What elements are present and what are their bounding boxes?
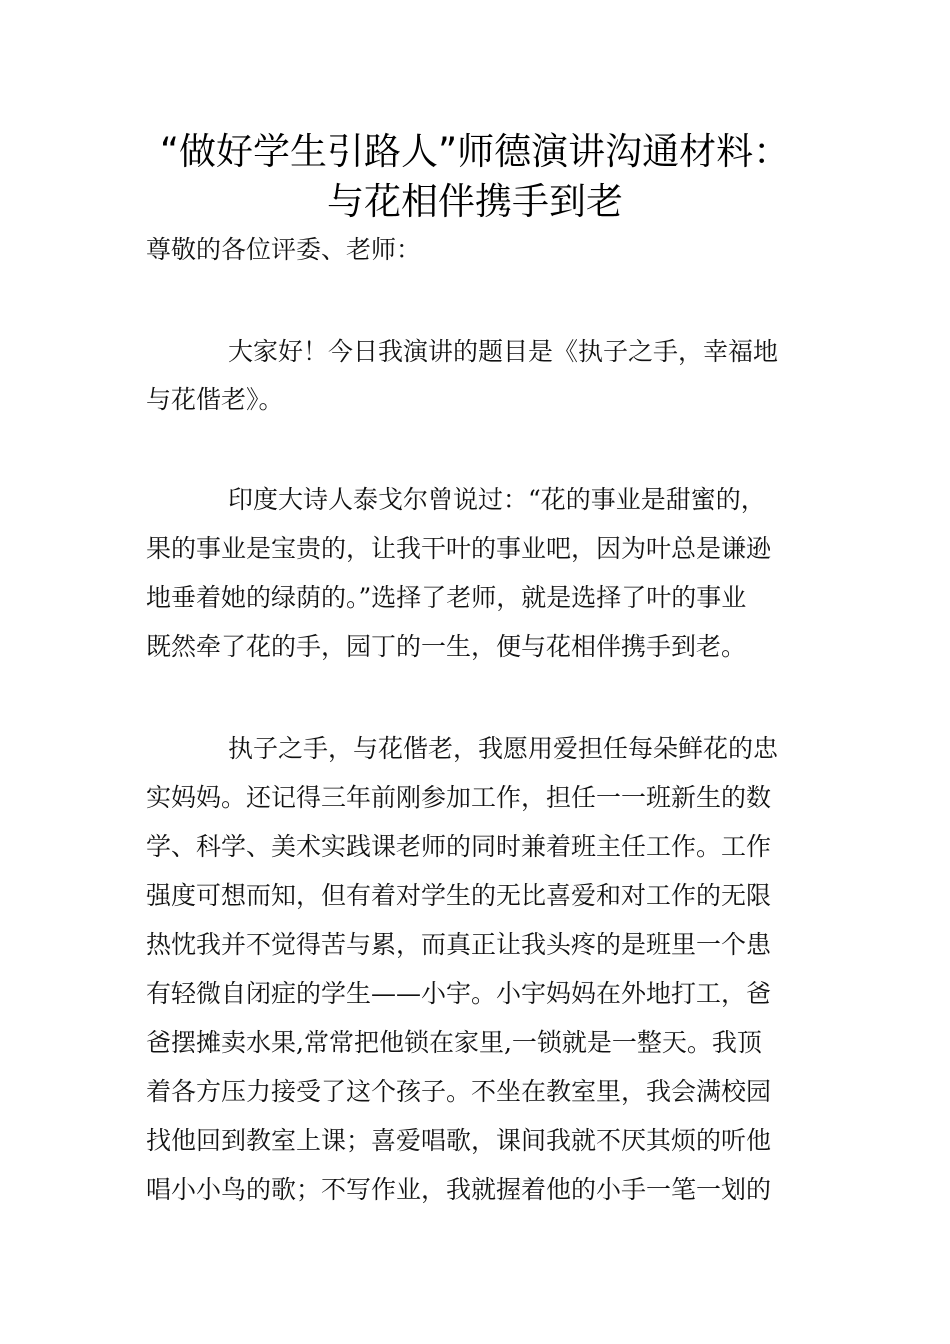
document-title-line-1: “做好学生引路人”师德演讲沟通材料：: [159, 130, 791, 173]
paragraph-2-line-2: 果的事业是宝贵的，让我干叶的事业吧，因为叶总是谦逊: [146, 534, 772, 563]
paragraph-3-line-9: 找他回到教室上课；喜爱唱歌，课间我就不厌其烦的听他: [146, 1126, 772, 1155]
paragraph-3-line-1: 执子之手，与花偕老，我愿用爱担任每朵鲜花的忠: [228, 734, 779, 763]
paragraph-3-line-4: 强度可想而知，但有着对学生的无比喜爱和对工作的无限: [146, 881, 772, 910]
paragraph-2-line-1: 印度大诗人泰戈尔曾说过：“花的事业是甜蜜的，: [228, 485, 766, 514]
paragraph-3-line-10: 唱小小鸟的歌；不写作业，我就握着他的小手一笔一划的: [146, 1175, 772, 1204]
paragraph-3-line-2: 实妈妈。还记得三年前刚参加工作，担任一一班新生的数: [146, 783, 772, 812]
document-title-line-2: 与花相伴携手到老: [327, 180, 623, 223]
paragraph-3-line-6: 有轻微自闭症的学生——小宇。小宇妈妈在外地打工，爸: [146, 979, 772, 1008]
paragraph-1-line-1: 大家好！今日我演讲的题目是《执子之手，幸福地: [228, 337, 779, 366]
paragraph-3-line-8: 着各方压力接受了这个孩子。不坐在教室里，我会满校园: [146, 1077, 772, 1106]
paragraph-2-line-4: 既然牵了花的手，园丁的一生，便与花相伴携手到老。: [146, 632, 747, 661]
paragraph-2-line-3: 地垂着她的绿荫的。”选择了老师，就是选择了叶的事业: [146, 583, 747, 612]
paragraph-3-line-5: 热忱我并不觉得苦与累，而真正让我头疼的是班里一个患: [146, 930, 772, 959]
paragraph-1-line-2: 与花偕老》。: [146, 385, 284, 414]
paragraph-3-line-3: 学、科学、美术实践课老师的同时兼着班主任工作。工作: [146, 832, 772, 861]
paragraph-3-line-7: 爸摆摊卖水果,常常把他锁在家里,一锁就是一整天。我顶: [146, 1028, 762, 1057]
salutation: 尊敬的各位评委、老师：: [146, 235, 422, 264]
